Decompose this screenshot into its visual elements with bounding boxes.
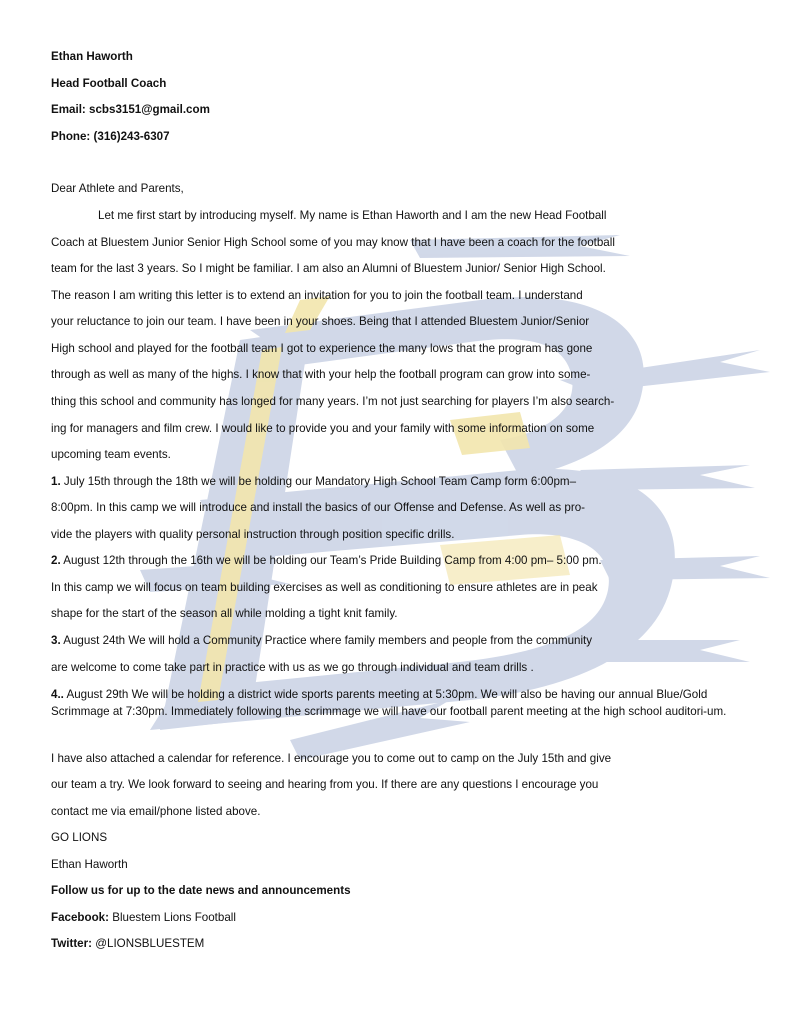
event-2-line: In this camp we will focus on team building exercises as well as conditioning to ensure athletes are in peak xyxy=(51,581,598,594)
sender-email: Email: scbs3151@gmail.com xyxy=(51,103,210,116)
event-3-line xyxy=(51,633,592,649)
intro-line: team for the last 3 years. So I might be familiar. I am also an Alumni of Bluestem Junior/ Senior High School. xyxy=(51,262,606,275)
intro-line: High school and played for the football team I got to experience the many lows that the program has gone xyxy=(51,342,593,355)
intro-line: your reluctance to join our team. I have been in your shoes. Being that I attended Bluestem Junior/Senior xyxy=(51,315,590,328)
event-2-line xyxy=(51,553,602,569)
event-1-line: vide the players with quality personal instruction through position specific drills. xyxy=(51,528,455,541)
intro-line: The reason I am writing this letter is to extend an invitation for you to join the football team. I understand xyxy=(51,289,583,302)
closing-line: I have also attached a calendar for reference. I encourage you to come out to camp on the July 15th and give xyxy=(51,752,612,765)
intro-line: through as well as many of the highs. I know that with your help the football program can grow into some- xyxy=(51,368,591,381)
event-text: July 15th through the 18th we will be holding our Mandatory High School Team Camp form 6:00pm– xyxy=(60,475,577,488)
intro-line: Let me first start by introducing myself. My name is Ethan Haworth and I am the new Head Football xyxy=(98,209,607,222)
intro-line: upcoming team events. xyxy=(51,448,171,461)
event-number: 3. xyxy=(51,634,61,647)
intro-line: ing for managers and film crew. I would like to provide you and your family with some information on some xyxy=(51,422,595,435)
follow-heading: Follow us for up to the date news and announcements xyxy=(51,884,351,897)
watermark-claw-4 xyxy=(590,640,750,662)
event-3-line: are welcome to come take part in practice with us as we go through individual and team drills . xyxy=(51,661,534,674)
sender-name: Ethan Haworth xyxy=(51,50,133,63)
watermark-claw-3 xyxy=(600,556,770,580)
event-4-paragraph xyxy=(51,686,741,720)
facebook-handle: Bluestem Lions Football xyxy=(108,911,236,924)
event-1-line: 8:00pm. In this camp we will introduce and install the basics of our Offense and Defense. As well as pro- xyxy=(51,501,586,514)
salutation: Dear Athlete and Parents, xyxy=(51,182,184,195)
twitter-handle: @LIONSBLUESTEM xyxy=(92,937,205,950)
sender-phone: Phone: (316)243-6307 xyxy=(51,130,170,143)
event-1-line xyxy=(51,474,576,490)
twitter-label: Twitter: xyxy=(51,937,93,950)
event-text: August 29th We will be holding a district wide sports parents meeting at 5:30pm. We will also be having our annual Blue/Gold Scrimmage at 7:30pm. Immediately following the scrimmage we will have our football parent meeting at the high school auditori-um. xyxy=(51,688,727,718)
closing-line: our team a try. We look forward to seeing and hearing from you. If there are any questions I encourage you xyxy=(51,778,599,791)
event-text: August 24th We will hold a Community Practice where family members and people from the community xyxy=(60,634,593,647)
event-number: 4.. xyxy=(51,688,64,701)
event-2-line: shape for the start of the season all while molding a tight knit family. xyxy=(51,607,398,620)
event-number: 2. xyxy=(51,554,61,567)
facebook-line xyxy=(51,910,236,926)
sender-title: Head Football Coach xyxy=(51,77,167,90)
facebook-label: Facebook: xyxy=(51,911,109,924)
event-text: August 12th through the 16th we will be holding our Team’s Pride Building Camp from 4:00 pm– 5:00 pm. xyxy=(60,554,602,567)
intro-line: thing this school and community has longed for many years. I’m not just searching for players I’m also search- xyxy=(51,395,615,408)
twitter-line xyxy=(51,936,204,952)
watermark-claw-2 xyxy=(580,465,755,490)
signature: Ethan Haworth xyxy=(51,858,128,871)
closing-line: contact me via email/phone listed above. xyxy=(51,805,261,818)
slogan: GO LIONS xyxy=(51,831,108,844)
event-number: 1. xyxy=(51,475,61,488)
intro-line: Coach at Bluestem Junior Senior High School some of you may know that I have been a coach for the football xyxy=(51,236,615,249)
